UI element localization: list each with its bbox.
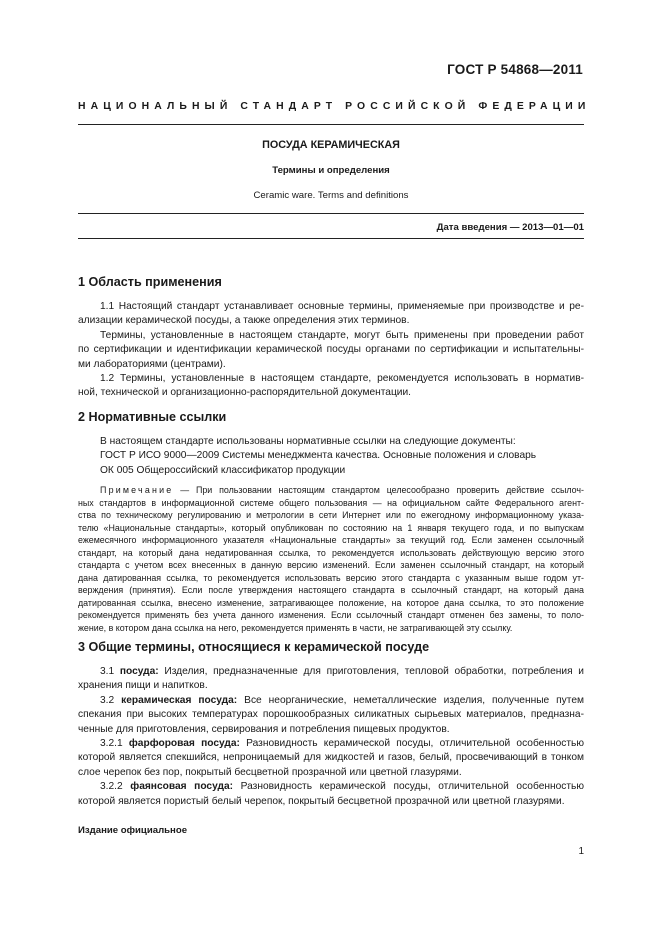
standard-title: ПОСУДА КЕРАМИЧЕСКАЯ <box>262 139 400 151</box>
note-line: ных стандартов в информационной системе общего пользования — на официальном сайте Федерального агент- <box>78 497 584 508</box>
note-line: телю «Национальные стандарты», который опубликован по состоянию на 1 января текущего года, и по выпускам <box>78 522 584 533</box>
text-line: которой является спекшийся, непроницаемый для жидкостей и газов, белый, просвечивающий в тонком <box>78 752 584 764</box>
note-label: Примечание <box>100 485 174 496</box>
text-line: ГОСТ Р ИСО 9000—2009 Системы менеджмента качества. Основные положения и словарь <box>100 450 537 462</box>
term: фарфоровая посуда: <box>128 738 240 750</box>
term-entry <box>78 694 584 737</box>
text-line: слое черепок без пор, покрытый бесцветной прозрачной или цветной глазурями. <box>78 766 462 778</box>
text-line: Термины, установленные в настоящем стандарте, могут быть применены при проведении работ <box>100 329 584 341</box>
text-line: ми лабораториями (центрами). <box>78 358 226 370</box>
note-line: Примечание — При пользовании настоящим стандартом целесообразно проверить действие ссылоч- <box>100 485 585 496</box>
date-divider <box>78 238 584 239</box>
note-block <box>78 484 584 634</box>
term-entry <box>78 780 584 809</box>
section-heading: 1 Область применения <box>78 275 222 289</box>
text-line: 3.2.1 фарфоровая посуда: Разновидность керамической посуды, отличительной особенностью <box>100 738 584 750</box>
note-line: жение, в котором дана ссылка на него, рекомендуется применять в части, не затрагивающей эту ссылку. <box>78 622 513 633</box>
note-line: рекомендуется применять без учета данного изменения. Если ссылочный стандарт отменен без замены, то поло- <box>78 610 584 621</box>
standard-subtitle: Термины и определения <box>272 165 390 176</box>
text-line: В настоящем стандарте использованы нормативные ссылки на следующие документы: <box>100 436 516 447</box>
text-line: которой является пористый белый черепок, покрытый бесцветной прозрачной или цветной глазурями. <box>78 795 565 807</box>
introduction-date: Дата введения — 2013—01—01 <box>436 222 584 233</box>
section-normative-references <box>78 410 584 634</box>
note-line: ежемесячного информационного указателя «Национальные стандарты» за текущий год. Если заменен ссылочный <box>78 535 584 546</box>
term: посуда: <box>119 666 159 677</box>
note-line: стандарта с учетом всех внесенных в данную версию изменений. Если заменен ссылочный стандарт, на который <box>78 560 584 571</box>
text-line: 1.1 Настоящий стандарт устанавливает основные термины, применяемые при производстве и ре- <box>100 301 584 312</box>
page-number: 1 <box>578 846 584 857</box>
national-standard-banner: НАЦИОНАЛЬНЫЙ СТАНДАРТ РОССИЙСКОЙ ФЕДЕРАЦИИ <box>78 101 591 112</box>
section-heading: 2 Нормативные ссылки <box>78 410 227 424</box>
term: керамическая посуда: <box>121 694 238 706</box>
text-line: 1.2 Термины, установленные в настоящем стандарте, рекомендуется использовать в норматив- <box>100 373 584 385</box>
text-line: ализации керамической посуды, а также определения этих терминов. <box>78 315 410 327</box>
paragraph <box>78 372 584 401</box>
text-line: хранения пищи и напитков. <box>78 680 208 692</box>
text-line: 3.2 керамическая посуда: Все неорганические, неметаллические изделия, полученные путем <box>100 694 584 706</box>
text-line: ной, технической и организационно-распорядительной документации. <box>78 387 412 399</box>
note-line: стандарт, на который дана недатированная ссылка, то рекомендуется использовать действующую версию этого <box>78 547 584 558</box>
title-divider <box>78 213 584 214</box>
text-line: по сертификации и идентификации керамической посуды органами по сертификации и испытательны- <box>78 344 584 356</box>
header-divider <box>78 124 584 125</box>
english-title: Ceramic ware. Terms and definitions <box>253 190 409 201</box>
section-scope <box>78 275 584 401</box>
term-entry <box>78 737 584 780</box>
text-line: ченные для приготовления, сервирования и потребления пищевых продуктов. <box>78 723 450 735</box>
text-line: 3.2.2 фаянсовая посуда: Разновидность керамической посуды, отличительной особенностью <box>100 781 584 793</box>
note-line: датированная ссылка, внесено изменение, затрагивающее положение, на которое дана ссылка, то это положение <box>78 597 584 608</box>
text-line: спекания при высоких температурах порошкообразных силикатных сырьевых материалов, предназна- <box>78 709 584 721</box>
note-line: ства по техническому регулированию и метрологии в сети Интернет или по ежегодному информационному указа- <box>78 510 584 521</box>
paragraph <box>78 435 584 478</box>
text-line: ОК 005 Общероссийский классификатор продукции <box>100 464 346 476</box>
note-line: дана датированная ссылка, то рекомендуется использовать версию этого стандарта с указанным выше годом ут- <box>78 572 584 583</box>
official-edition-label: Издание официальное <box>78 825 188 836</box>
paragraph <box>78 329 584 372</box>
section-heading: 3 Общие термины, относящиеся к керамической посуде <box>78 640 430 654</box>
section-general-terms <box>78 640 584 809</box>
text-line: 3.1 посуда: Изделия, предназначенные для приготовления, тепловой обработки, потребления и <box>100 666 584 677</box>
note-line: верждения (принятия). Если после утверждения настоящего стандарта в ссылочный стандарт, на который дана <box>78 585 584 596</box>
paragraph <box>78 300 584 329</box>
term-entry <box>78 665 584 694</box>
term: фаянсовая посуда: <box>130 781 234 793</box>
document-number: ГОСТ Р 54868—2011 <box>447 62 583 77</box>
